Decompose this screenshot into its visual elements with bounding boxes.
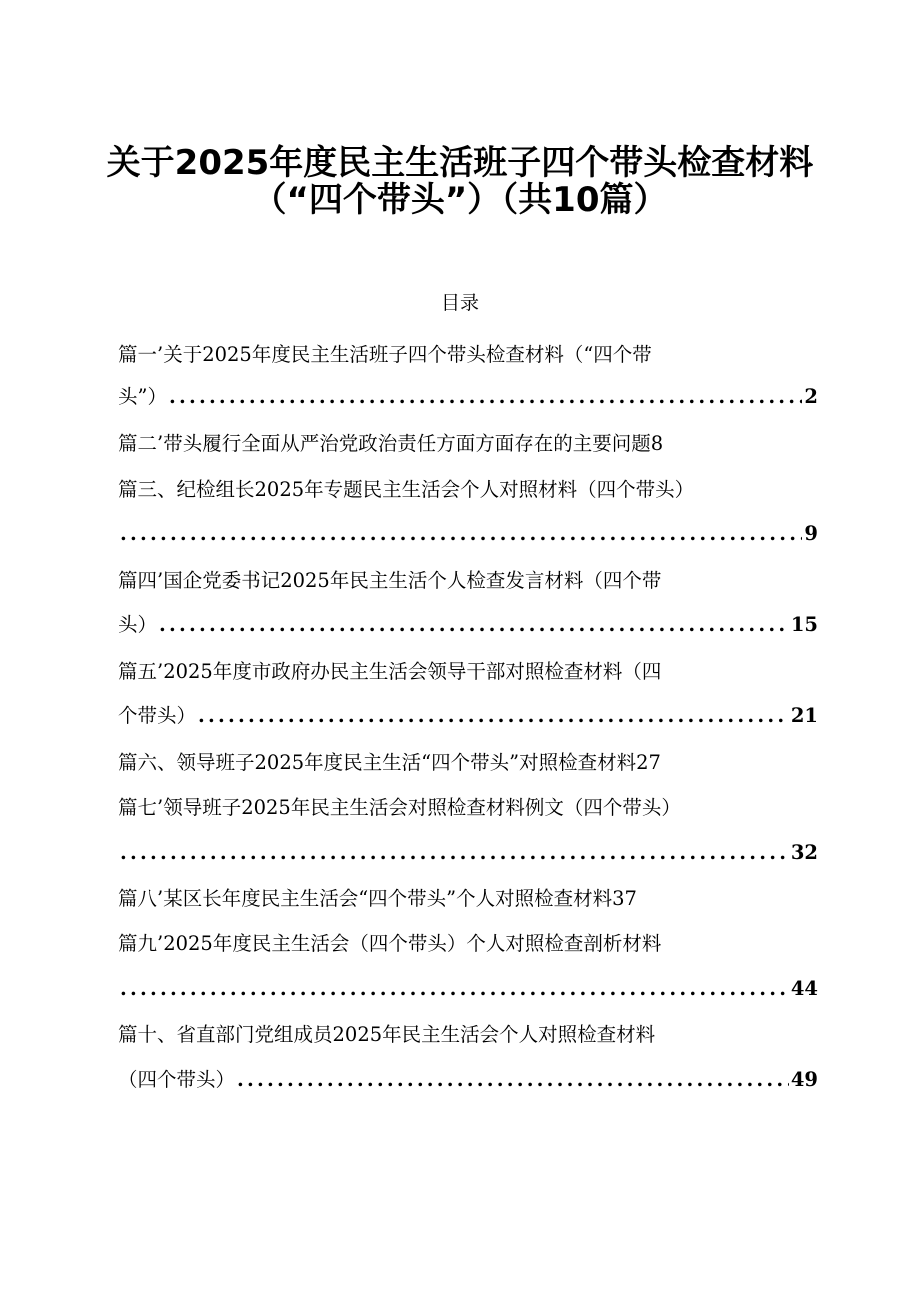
- dot-leader: [120, 972, 789, 1006]
- toc-entry-3-line-1[interactable]: 篇三、纪检组长2025年专题民主生活会个人对照材料（四个带头）: [118, 478, 695, 501]
- toc-entry-4-line-2[interactable]: [118, 608, 818, 642]
- toc-entry-4-page-number: 15: [790, 613, 818, 636]
- toc-entry-2-line-1[interactable]: 篇二’带头履行全面从严治党政治责任方面方面存在的主要问题8: [118, 432, 664, 455]
- toc-entry-1-line-1[interactable]: 篇一’关于2025年度民主生活班子四个带头检查材料（“四个带: [118, 343, 652, 366]
- toc-entry-9-line-2[interactable]: [118, 972, 818, 1006]
- toc-entry-10-line-2[interactable]: [118, 1063, 818, 1097]
- toc-entry-3-page-number: 9: [804, 522, 818, 545]
- toc-entry-9-page-number: 44: [790, 977, 818, 1000]
- dot-leader: [120, 517, 802, 551]
- toc-entry-5-continuation: 个带头）: [118, 704, 197, 727]
- toc-entry-7-line-1[interactable]: 篇七’领导班子2025年民主生活会对照检查材料例文（四个带头）: [118, 796, 681, 819]
- toc-entry-4-line-1[interactable]: 篇四’国企党委书记2025年民主生活个人检查发言材料（四个带: [118, 569, 662, 592]
- toc-entry-5-line-1[interactable]: 篇五’2025年度市政府办民主生活会领导干部对照检查材料（四: [118, 660, 662, 683]
- toc-entry-7-page-number: 32: [790, 841, 818, 864]
- document-title-line-1: 关于2025年度民主生活班子四个带头检查材料: [106, 143, 814, 183]
- toc-entry-5-page-number: 21: [790, 704, 818, 727]
- toc-entry-7-line-2[interactable]: [118, 836, 818, 870]
- toc-entry-10-page-number: 49: [790, 1068, 818, 1091]
- toc-entry-9-line-1[interactable]: 篇九’2025年度民主生活会（四个带头）个人对照检查剖析材料: [118, 932, 662, 955]
- toc-entry-10-continuation: （四个带头）: [118, 1068, 236, 1091]
- document-title-line-2: （“四个带头”）（共10篇）: [252, 180, 668, 220]
- toc-entry-1-continuation: 头”）: [118, 385, 167, 408]
- toc-heading: 目录: [440, 292, 479, 314]
- dot-leader: [169, 380, 802, 414]
- toc-entry-1-page-number: 2: [804, 385, 818, 408]
- toc-entry-1-line-2[interactable]: [118, 380, 818, 414]
- dot-leader: [159, 608, 789, 642]
- toc-entry-10-line-1[interactable]: 篇十、省直部门党组成员2025年民主生活会个人对照检查材料: [118, 1023, 656, 1046]
- toc-entry-8-line-1[interactable]: 篇八’某区长年度民主生活会“四个带头”个人对照检查材料37: [118, 887, 637, 910]
- toc-entry-5-line-2[interactable]: [118, 699, 818, 733]
- dot-leader: [120, 836, 789, 870]
- dot-leader: [198, 699, 789, 733]
- toc-entry-4-continuation: 头）: [118, 613, 158, 636]
- dot-leader: [237, 1063, 789, 1097]
- toc-entry-3-line-2[interactable]: [118, 517, 818, 551]
- toc-entry-6-line-1[interactable]: 篇六、领导班子2025年度民主生活“四个带头”对照检查材料27: [118, 751, 661, 774]
